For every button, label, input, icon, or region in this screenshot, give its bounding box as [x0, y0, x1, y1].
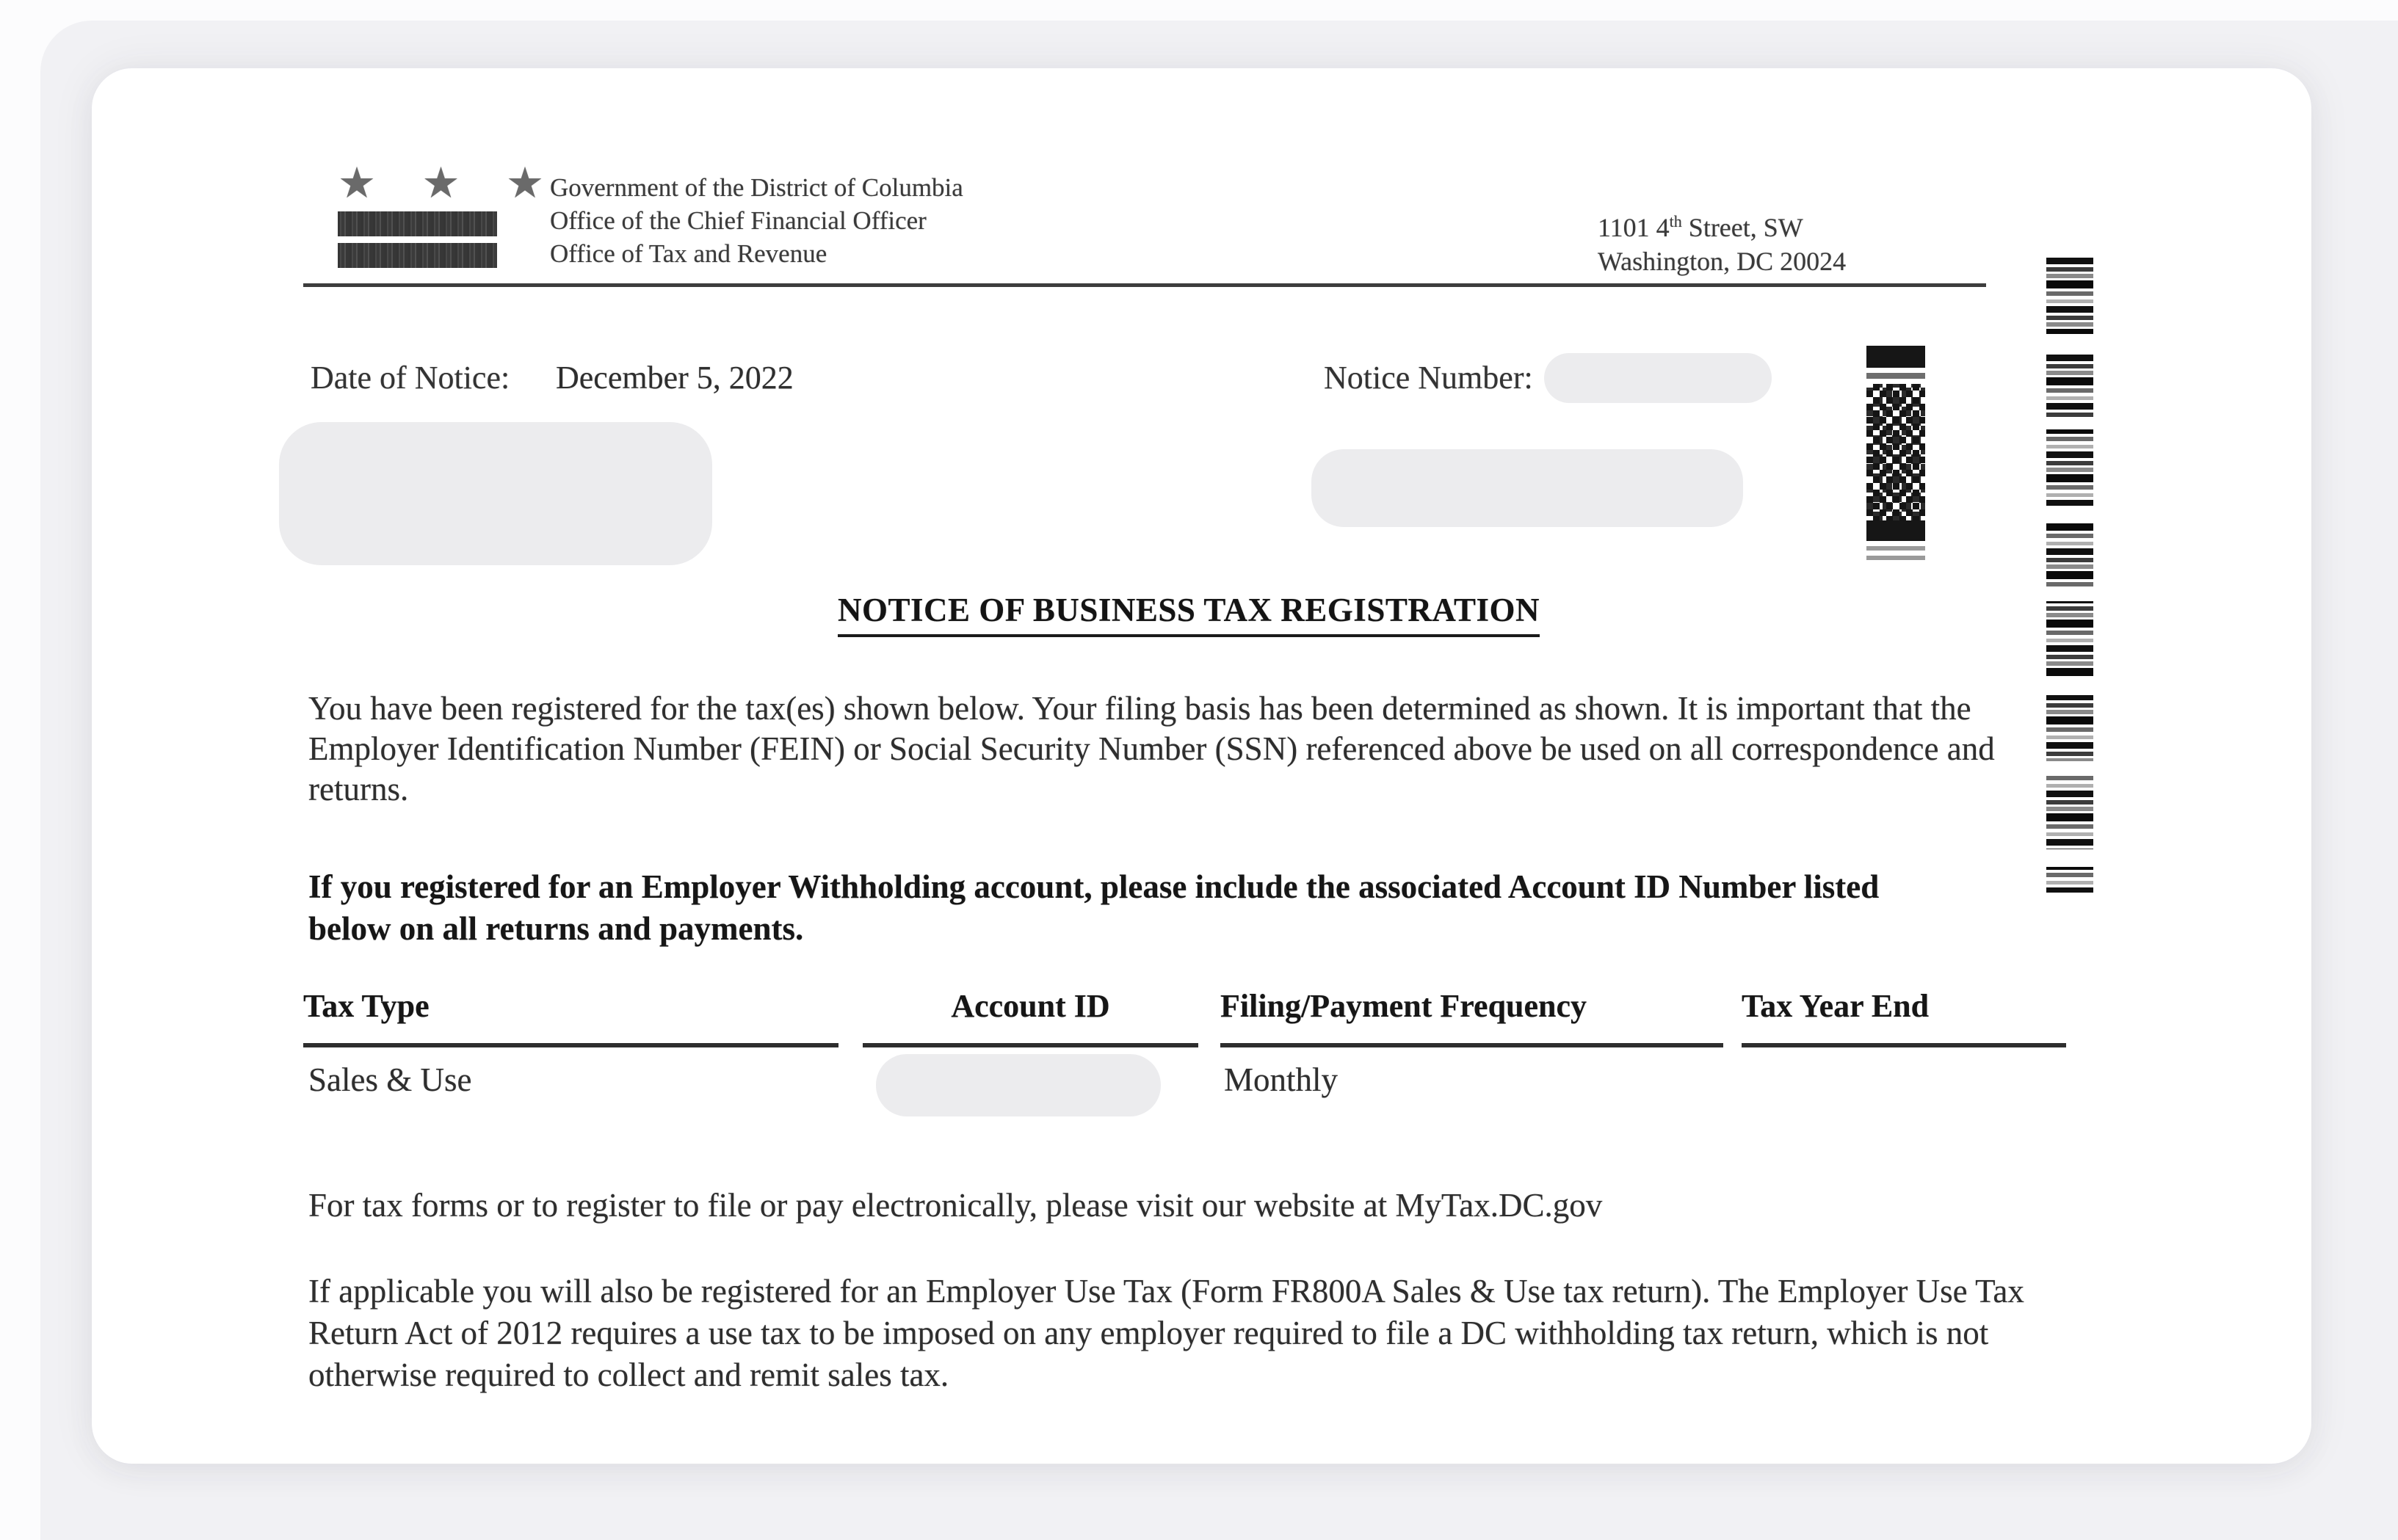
table-cell-tax-type: Sales & Use: [308, 1061, 472, 1098]
redaction-notice-number: [1544, 353, 1772, 403]
dc-flag-stars-icon: ★ ★ ★: [338, 159, 562, 207]
dc-flag-bar-icon: [338, 211, 497, 236]
document-title: NOTICE OF BUSINESS TAX REGISTRATION: [838, 591, 1540, 637]
table-header-account-id: Account ID: [863, 987, 1198, 1047]
notice-number-label: Notice Number:: [1324, 360, 1533, 396]
paragraph-intro: You have been registered for the tax(es) shown below. Your filing basis has been determined as shown. It is important that the Employer Identification Number (FEIN) or Social Security Number (SSN) referenced above be used on all correspondence and returns.: [308, 690, 1995, 807]
paragraph-withholding-note: If you registered for an Employer Withholding account, please include the associated Account ID Number listed below on all returns and payments.: [308, 868, 1880, 947]
agency-line-government: Government of the District of Columbia: [550, 173, 963, 202]
matrix-barcode: [1866, 346, 1925, 560]
return-address: [1598, 205, 1846, 278]
dc-flag-bar-icon: [338, 243, 497, 268]
redaction-taxpayer-id: [1311, 449, 1743, 527]
title-row: [303, 591, 2074, 637]
return-address-street: 1101 4th Street, SW: [1598, 212, 1803, 242]
header-divider: [303, 283, 1986, 287]
agency-line-cfo: Office of the Chief Financial Officer: [550, 206, 927, 235]
date-of-notice-label: Date of Notice:: [311, 360, 510, 396]
table-cell-frequency: Monthly: [1224, 1061, 1339, 1098]
dc-flag-logo: [338, 159, 562, 268]
paragraph-employer-use-tax: If applicable you will also be registered for an Employer Use Tax (Form FR800A Sales & Use tax return). The Employer Use Tax Return Act of 2012 requires a use tax to be imposed on any employer required to file a DC withholding tax return, which is not otherwise required to collect and remit sales tax.: [308, 1273, 2024, 1393]
paragraph-website: For tax forms or to register to file or pay electronically, please visit our website at MyTax.DC.gov: [308, 1187, 1603, 1224]
ordinal-suffix: th: [1669, 212, 1682, 230]
redaction-taxpayer-address: [279, 422, 712, 565]
agency-block: [550, 171, 963, 270]
document-page-card: [92, 68, 2311, 1464]
agency-line-otr: Office of Tax and Revenue: [550, 239, 827, 268]
tax-notice-document: [92, 68, 2311, 1464]
table-header-tax-year-end: Tax Year End: [1742, 987, 2066, 1047]
table-header-tax-type: Tax Type: [303, 987, 838, 1047]
table-header-frequency: Filing/Payment Frequency: [1220, 987, 1723, 1047]
redaction-account-id: [876, 1054, 1161, 1116]
return-address-city: Washington, DC 20024: [1598, 247, 1847, 276]
date-of-notice-value: December 5, 2022: [556, 360, 794, 396]
